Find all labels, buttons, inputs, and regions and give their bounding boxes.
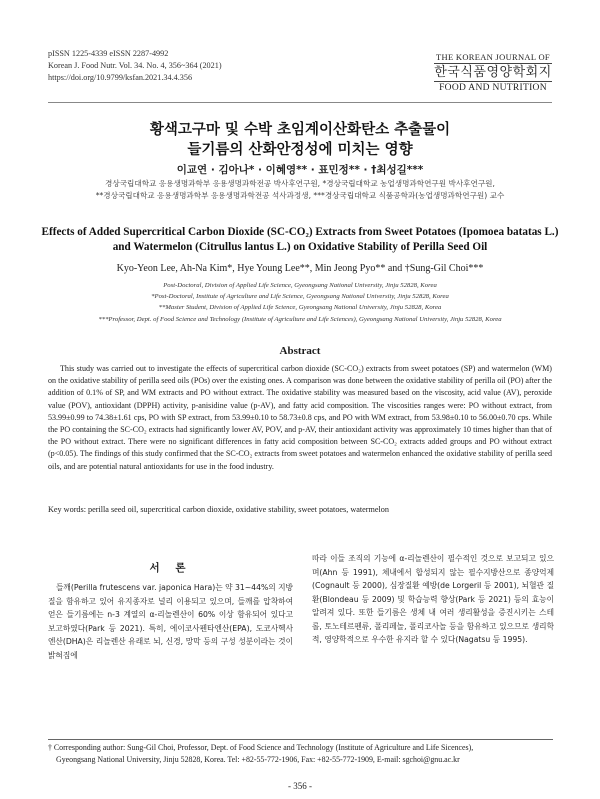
journal-citation-block	[48, 48, 222, 84]
keywords: Key words: perilla seed oil, supercritical carbon dioxide, oxidative stability, sweet potatoes, watermelon	[48, 505, 389, 514]
citation-line: Korean J. Food Nutr. Vol. 34. No. 4, 356~364 (2021)	[48, 61, 222, 70]
affiliations-en	[20, 280, 580, 325]
corresponding-author-footnote	[48, 742, 552, 766]
journal-name-ko: 한국식품영양학회지	[434, 65, 552, 80]
authors-en: Kyo-Yeon Lee, Ah-Na Kim*, Hye Young Lee**, Min Jeong Pyo** and †Sung-Gil Choi***	[116, 263, 484, 274]
paper-title-ko	[40, 120, 560, 160]
affiliation-en-4: ***Professor, Dept. of Food Science and Technology (Institute of Agriculture and Life Sciences), Gyeongsang National University, Jinju 52828, Korea	[98, 315, 502, 323]
intro-paragraph-left: 들깨(Perilla frutescens var. japonica Hara)는 약 31~44%의 지방질을 함유하고 있어 유지종자로 널리 이용되고 있으며, 들깨를 압착하여 얻은 들기름에는 n-3 계열의 α-리놀렌산이 60% 이상 함유되어 있다고 보고하였다(Park 등 2021). 특히, 에이코사펜타엔산(EPA), 도코사헥사엔산(DHA)은 리놀렌산 유래로 뇌, 신경, 망막 등의 구성 성분이라는 것이 밝혀짐에	[48, 583, 293, 660]
affiliation-ko-line2: **경상국립대학교 응용생명과학부 응용생명과학전공 석사과정생, ***경상국립대학교 식품공학과(농업생명과학연구원) 교수	[95, 191, 505, 200]
body-column-left	[48, 560, 293, 662]
journal-rule	[434, 63, 552, 64]
footnote-line1: † Corresponding author: Sung-Gil Choi, Professor, Dept. of Food Science and Technology (Institute of Agriculture and Life Sicences),	[48, 743, 474, 752]
journal-name-en-bottom: FOOD AND NUTRITION	[439, 83, 547, 93]
affiliation-en-3: **Master Student, Division of Applied Life Science, Gyeongsang National University, Jinju 52828, Korea	[158, 304, 442, 312]
body-column-right	[312, 552, 554, 647]
intro-paragraph-right: 따라 이들 조직의 기능에 α-리놀렌산이 필수적인 것으로 보고되고 있으며(Ahn 등 1991), 체내에서 합성되지 않는 필수지방산으로 종양억제(Cognault 등 2000), 심장질환 예방(de Lorgeril 등 2001), 뇌혈관 질환(Blondeau 등 2009) 및 학습능력 향상(Park 등 2021) 등의 효능이 알려져 있다. 또한 들기름은 생체 내 여러 생리활성을 증진시키는 스테롤, 토노테르펜류, 폴리페놀, 폴리코사놀 등을 함유하고 있으므로 생리학적, 영양학적으로 우수한 유지라 할 수 있다(Nagatsu 등 1995).	[312, 554, 554, 644]
affiliation-ko-line1: 경상국립대학교 응용생명과학부 응용생명과학전공 박사후연구원, *경상국립대학교 농업생명과학연구원 박사후연구원,	[105, 179, 495, 188]
journal-logo	[434, 52, 552, 93]
header-divider	[48, 102, 552, 103]
affiliation-en-2: *Post-Doctoral, Institute of Agriculture and Life Science, Gyeongsang National University, Jinju 52828, Korea	[151, 293, 449, 301]
title-en-line1: Effects of Added Supercritical Carbon Dioxide (SC-CO₂) Extracts from Sweet Potatoes (Ipomoea batatas L.)	[41, 226, 559, 238]
affiliation-en-1: Post-Doctoral, Division of Applied Life Science, Gyeongsang National University, Jinju 52828, Korea	[163, 282, 437, 289]
title-ko-line1: 황색고구마 및 수박 초임계이산화탄소 추출물이	[149, 122, 451, 138]
abstract-text: This study was carried out to investigate the effects of supercritical carbon dioxide (SC-CO₂) extracts from sweet potatoes (SP) and watermelon (WM) on the oxidative stability of perilla seed oils (POs) over the existing ones. A comparison was done between the oxidative stability of perilla oil (PO) after the addition of 0.1% of SP, and WM extracts and PO without extract. The oxidative stability was measured based on the viscosity, acid value (AV), peroxide value (POV), antioxidant (DPPH) activity, p-anisidine value (p-AV), and fatty acid composition. The viscosities ranges were: PO without extract, from 53.99±0.99 to 74.38±1.61 cps, PO with SP extract, from 53.99±0.10 to 58.73±0.8 cps, and PO with WM extract, from 53.98±0.10 to 56.00±0.70 cps. While the PO containing the SC-CO₂ extracts had significantly lower AV, POV, and p-AV, their antioxidant activity was approximately 10 times higher than that of the PO without extract. There were no significant differences in fatty acid composition between SC-CO₂ extracts added groups and PO without extract (p<0.05). The findings of this study confirmed that the SC-CO₂ extracts from sweet potatoes and watermelon enhanced the oxidative stability of perilla seed oils, and are potential natural antioxidants for use in the food industry.	[48, 364, 552, 471]
journal-name-en-top: THE KOREAN JOURNAL OF	[436, 52, 550, 62]
issn-line: pISSN 1225-4339 eISSN 2287-4992	[48, 49, 169, 58]
title-ko-line2: 들기름의 산화안정성에 미치는 영향	[187, 142, 413, 158]
paper-title-en	[40, 225, 560, 255]
footnote-line2: Gyeongsang National University, Jinju 52828, Korea. Tel: +82-55-772-1906, Fax: +82-55-772-1909, E-mail: sgchoi@gnu.ac.kr	[56, 755, 460, 764]
abstract-heading: Abstract	[279, 345, 321, 357]
authors-ko: 이교연 · 김아나* · 이혜영** · 표민정** · †최성길***	[176, 164, 424, 176]
affiliations-ko	[30, 178, 570, 202]
page-number: - 356 -	[288, 781, 312, 791]
section-heading-introduction: 서 론	[149, 562, 192, 574]
journal-rule	[434, 81, 552, 82]
title-en-line2: and Watermelon (Citrullus lantus L.) on Oxidative Stability of Perilla Seed Oil	[112, 241, 488, 253]
doi-line[interactable]: https://doi.org/10.9799/ksfan.2021.34.4.356	[48, 73, 193, 82]
footnote-divider	[48, 739, 553, 740]
